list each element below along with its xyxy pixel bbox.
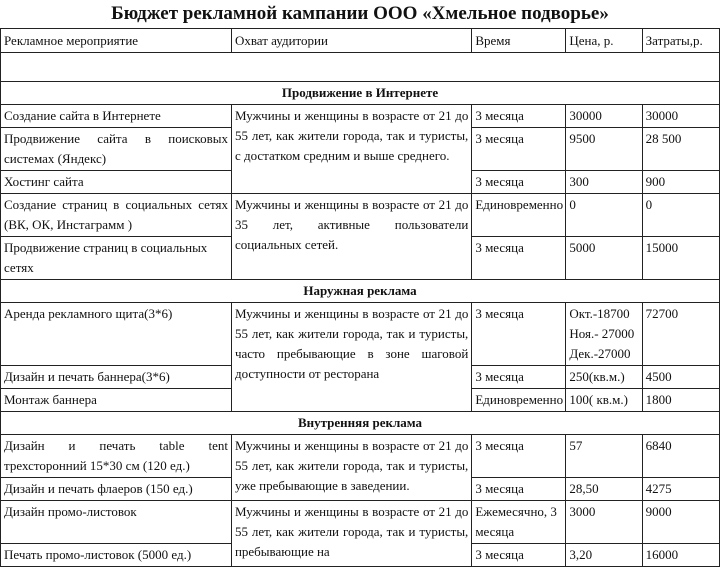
document-title: Бюджет рекламной кампании ООО «Хмельное подворье»	[111, 3, 609, 24]
row-cost: 0	[642, 194, 719, 237]
row-cost: 4500	[642, 366, 719, 389]
row-name: Дизайн и печать флаеров (150 ед.)	[1, 478, 232, 501]
section-row	[1, 412, 720, 435]
row-time: 3 месяца	[472, 105, 566, 128]
table-header-row	[1, 29, 720, 53]
row-price: 57	[566, 435, 642, 478]
header-price: Цена, р.	[566, 29, 642, 53]
row-price: 3,20	[566, 544, 642, 567]
row-cost: 9000	[642, 501, 719, 544]
row-price: 250(кв.м.)	[566, 366, 642, 389]
row-cost: 15000	[642, 237, 719, 280]
row-audience: Мужчины и женщины в возрасте от 21 до 55 лет, как жители города, так и туристы, часто пребывающие в зоне шаговой доступности от ресторана	[231, 303, 471, 412]
row-time: 3 месяца	[472, 478, 566, 501]
row-cost: 28 500	[642, 128, 719, 171]
section-row	[1, 82, 720, 105]
row-name: Создание сайта в Интернете	[1, 105, 232, 128]
header-time: Время	[472, 29, 566, 53]
row-name: Дизайн и печать баннера(3*6)	[1, 366, 232, 389]
row-cost: 1800	[642, 389, 719, 412]
row-name: Продвижение сайта в поисковых системах (Яндекс)	[1, 128, 232, 171]
table-row	[1, 303, 720, 366]
section-internal: Внутренняя реклама	[1, 412, 720, 435]
table-row	[1, 105, 720, 128]
row-audience: Мужчины и женщины в возрасте от 21 до 55 лет, как жители города, так и туристы, уже пребывающие в заведении.	[231, 435, 471, 501]
row-price: Окт.-18700 Ноя.- 27000 Дек.-27000	[566, 303, 642, 366]
row-time: 3 месяца	[472, 435, 566, 478]
row-time: Ежемесячно, 3 месяца	[472, 501, 566, 544]
row-time: 3 месяца	[472, 237, 566, 280]
table-row	[1, 435, 720, 478]
row-audience: Мужчины и женщины в возрасте от 21 до 35 лет, активные пользователи социальных сетей.	[231, 194, 471, 280]
row-name: Продвижение страниц в социальных сетях	[1, 237, 232, 280]
row-price: 300	[566, 171, 642, 194]
section-internet: Продвижение в Интернете	[1, 82, 720, 105]
table-row	[1, 501, 720, 544]
row-time: Единовременно	[472, 194, 566, 237]
row-name: Создание страниц в социальных сетях (ВК, ОК, Инстаграмм )	[1, 194, 232, 237]
row-time: 3 месяца	[472, 303, 566, 366]
row-cost: 900	[642, 171, 719, 194]
section-outdoor: Наружная реклама	[1, 280, 720, 303]
row-cost: 4275	[642, 478, 719, 501]
row-time: 3 месяца	[472, 171, 566, 194]
row-price: 100( кв.м.)	[566, 389, 642, 412]
row-price: 9500	[566, 128, 642, 171]
row-cost: 6840	[642, 435, 719, 478]
row-name: Дизайн промо-листовок	[1, 501, 232, 544]
row-cost: 30000	[642, 105, 719, 128]
row-audience: Мужчины и женщины в возрасте от 21 до 55 лет, как жители города, так и туристы, пребывающие на	[231, 501, 471, 567]
row-price: 0	[566, 194, 642, 237]
row-name: Печать промо-листовок (5000 ед.)	[1, 544, 232, 567]
row-cost: 16000	[642, 544, 719, 567]
row-cost: 72700	[642, 303, 719, 366]
row-time: 3 месяца	[472, 128, 566, 171]
row-name: Хостинг сайта	[1, 171, 232, 194]
row-price: 30000	[566, 105, 642, 128]
row-time: 3 месяца	[472, 544, 566, 567]
row-price: 5000	[566, 237, 642, 280]
table-row	[1, 194, 720, 237]
row-time: 3 месяца	[472, 366, 566, 389]
header-cost: Затраты,р.	[642, 29, 719, 53]
row-name: Дизайн и печать table tent трехсторонний 15*30 см (120 ед.)	[1, 435, 232, 478]
row-name: Аренда рекламного щита(3*6)	[1, 303, 232, 366]
row-time: Единовременно	[472, 389, 566, 412]
row-audience: Мужчины и женщины в возрасте от 21 до 55 лет, как жители города, так и туристы, с достатком средним и выше среднего.	[231, 105, 471, 194]
spacer-row	[1, 53, 720, 82]
row-price: 28,50	[566, 478, 642, 501]
header-audience: Охват аудитории	[231, 29, 471, 53]
row-price: 3000	[566, 501, 642, 544]
header-activity: Рекламное мероприятие	[1, 29, 232, 53]
row-name: Монтаж баннера	[1, 389, 232, 412]
budget-table	[0, 28, 720, 567]
section-row	[1, 280, 720, 303]
